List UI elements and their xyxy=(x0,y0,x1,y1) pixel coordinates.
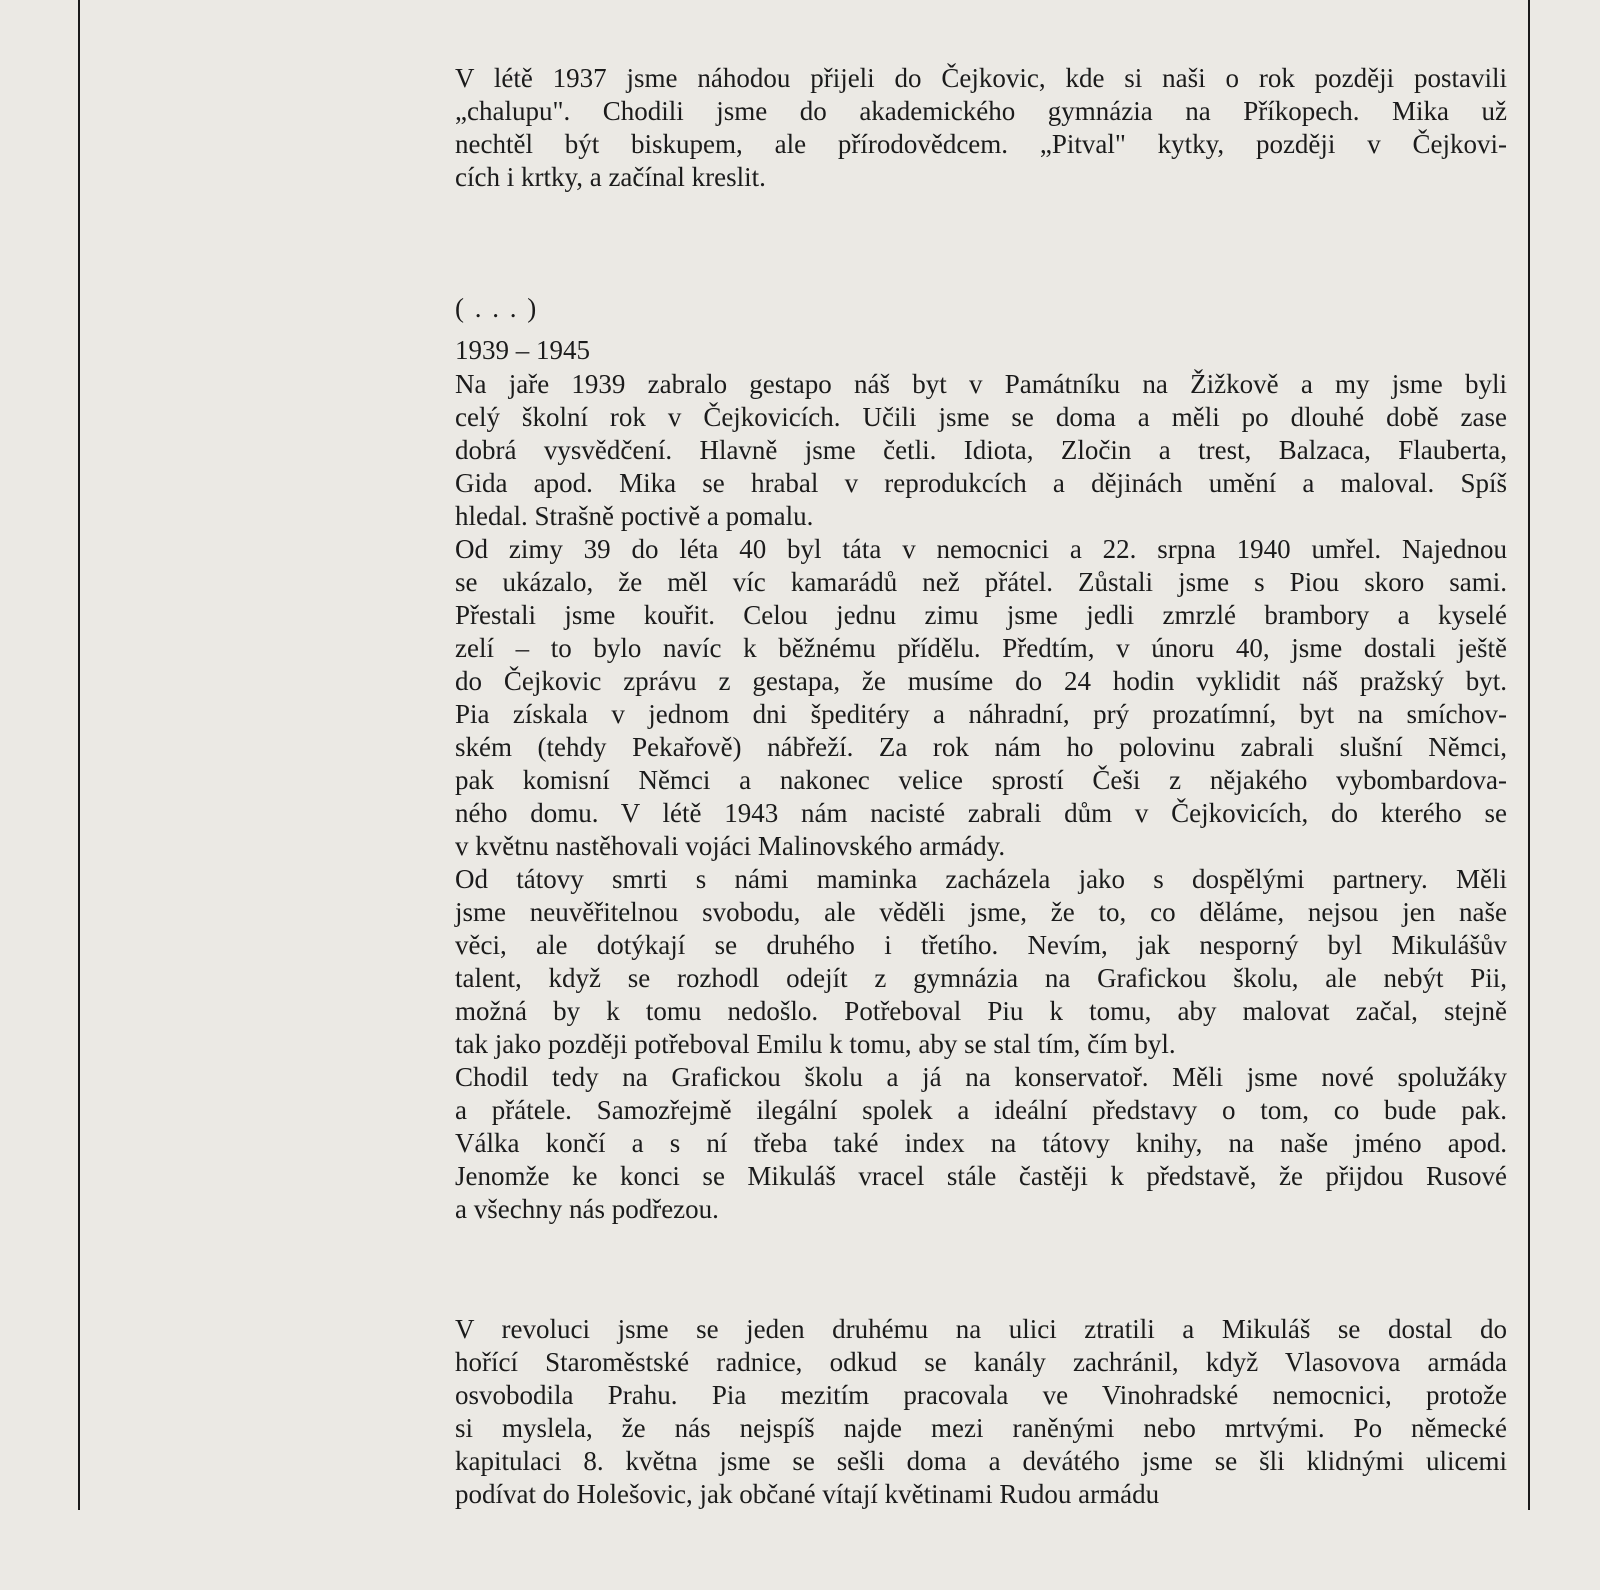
text-line: věci, ale dotýkají se druhého i třetího. Nevím, jak nesporný byl Mikulášův xyxy=(455,930,1507,960)
text-line: Na jaře 1939 zabralo gestapo náš byt v Památníku na Žižkově a my jsme byli xyxy=(455,369,1507,399)
text-line: a přátele. Samozřejmě ilegální spolek a ideální představy o tom, co bude pak. xyxy=(455,1095,1507,1125)
text-line: Chodil tedy na Grafickou školu a já na konservatoř. Měli jsme nové spolužáky xyxy=(455,1062,1507,1092)
text-line: Od tátovy smrti s námi maminka zacházela jako s dospělými partnery. Měli xyxy=(455,864,1507,894)
text-line: Válka končí a s ní třeba také index na tátovy knihy, na naše jméno apod. xyxy=(455,1128,1507,1158)
text-line: celý školní rok v Čejkovicích. Učili jsme se doma a měli po dlouhé době zase xyxy=(455,402,1507,432)
text-line: se ukázalo, že měl víc kamarádů než přátel. Zůstali jsme s Piou skoro sami. xyxy=(455,567,1507,597)
text-line: Gida apod. Mika se hrabal v reprodukcích a dějinách umění a maloval. Spíš xyxy=(455,468,1507,498)
text-line: dobrá vysvědčení. Hlavně jsme četli. Idiota, Zločin a trest, Balzaca, Flauberta, xyxy=(455,435,1507,465)
text-line: Od zimy 39 do léta 40 byl táta v nemocnici a 22. srpna 1940 umřel. Najednou xyxy=(455,534,1507,564)
text-line: osvobodila Prahu. Pia mezitím pracovala ve Vinohradské nemocnici, protože xyxy=(455,1380,1507,1410)
text-line: „chalupu". Chodili jsme do akademického gymnázia na Příkopech. Mika už xyxy=(455,96,1507,126)
text-line: Přestali jsme kouřit. Celou jednu zimu jsme jedli zmrzlé brambory a kyselé xyxy=(455,600,1507,630)
text-line: pak komisní Němci a nakonec velice sprostí Češi z nějakého vybombardova- xyxy=(455,765,1507,795)
left-vertical-rule xyxy=(78,0,80,1510)
text-line: tak jako později potřeboval Emilu k tomu, aby se stal tím, čím byl. xyxy=(455,1029,1176,1059)
text-line: ském (tehdy Pekařově) nábřeží. Za rok nám ho polovinu zabrali slušní Němci, xyxy=(455,732,1507,762)
paragraph-1939-1945 xyxy=(455,368,1507,1226)
paragraph-1937 xyxy=(455,62,1507,194)
text-line: zelí – to bylo navíc k běžnému přídělu. Předtím, v únoru 40, jsme dostali ještě xyxy=(455,633,1507,663)
text-line: hořící Staroměstské radnice, odkud se kanály zachránil, když Vlasovova armáda xyxy=(455,1347,1507,1377)
text-line: ného domu. V létě 1943 nám nacisté zabrali dům v Čejkovicích, do kterého se xyxy=(455,798,1507,828)
text-line: V létě 1937 jsme náhodou přijeli do Čejkovic, kde si naši o rok později postavili xyxy=(455,63,1507,93)
text-line: v květnu nastěhovali vojáci Malinovského armády. xyxy=(455,831,1006,861)
text-line: do Čejkovic zprávu z gestapa, že musíme do 24 hodin vyklidit náš pražský byt. xyxy=(455,666,1507,696)
text-line: kapitulaci 8. května jsme se sešli doma a devátého jsme se šli klidnými ulicemi xyxy=(455,1446,1507,1476)
text-line: možná by k tomu nedošlo. Potřeboval Piu k tomu, aby malovat začal, stejně xyxy=(455,996,1507,1026)
paragraph-revolution xyxy=(455,1313,1507,1511)
text-line: a všechny nás podřezou. xyxy=(455,1194,719,1224)
text-line: V revoluci jsme se jeden druhému na ulici ztratili a Mikuláš se dostal do xyxy=(455,1314,1507,1344)
text-line: cích i krtky, a začínal kreslit. xyxy=(455,162,766,192)
text-line: podívat do Holešovic, jak občané vítají květinami Rudou armádu xyxy=(455,1479,1160,1509)
text-line: hledal. Strašně poctivě a pomalu. xyxy=(455,501,814,531)
text-line: Pia získala v jednom dni špeditéry a náhradní, prý prozatímní, byt na smíchov- xyxy=(455,699,1507,729)
text-line: si myslela, že nás nejspíš najde mezi raněnými nebo mrtvými. Po německé xyxy=(455,1413,1507,1443)
text-line: jsme neuvěřitelnou svobodu, ale věděli jsme, že to, co děláme, nejsou jen naše xyxy=(455,897,1507,927)
section-heading-years: 1939 – 1945 xyxy=(455,335,590,365)
ellipsis-marker: ( . . . ) xyxy=(455,293,539,323)
right-vertical-rule xyxy=(1528,0,1530,1510)
text-line: nechtěl být biskupem, ale přírodovědcem. „Pitval" kytky, později v Čejkovi- xyxy=(455,129,1507,159)
text-line: Jenomže ke konci se Mikuláš vracel stále častěji k představě, že přijdou Rusové xyxy=(455,1161,1507,1191)
text-line: talent, když se rozhodl odejít z gymnázia na Grafickou školu, ale nebýt Pii, xyxy=(455,963,1507,993)
